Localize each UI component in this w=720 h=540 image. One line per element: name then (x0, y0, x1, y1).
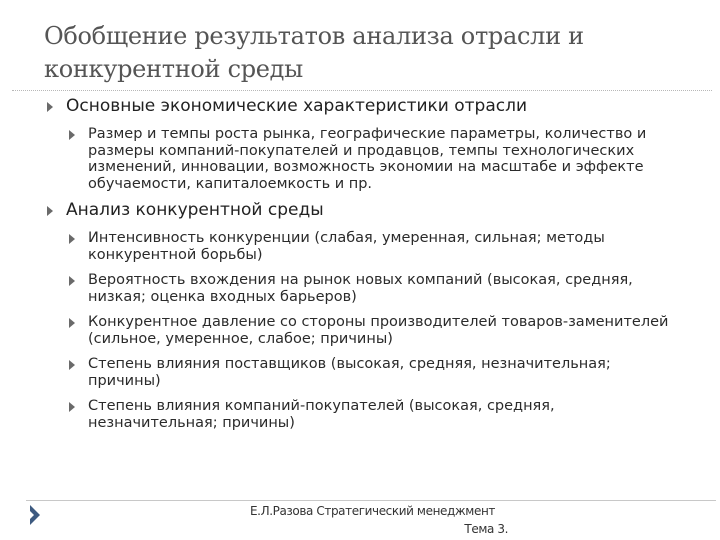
section-heading-economic (0, 96, 720, 117)
list-item (0, 230, 720, 263)
triangle-bullet-icon (69, 318, 75, 328)
footer-author-course: Е.Л.Разова Стратегический менеджмент (250, 504, 495, 518)
triangle-bullet-icon (69, 360, 75, 370)
section-heading-text: Анализ конкурентной среды (66, 200, 324, 220)
list-item-text: Вероятность вхождения на рынок новых компаний (высокая, средняя, низкая; оценка входных барьеров) (88, 272, 633, 305)
footer-topic: Тема 3. (464, 522, 508, 536)
list-item-text: Интенсивность конкуренции (слабая, умеренная, сильная; методы конкурентной борьбы) (88, 230, 605, 263)
triangle-bullet-icon (69, 130, 75, 140)
triangle-bullet-icon (69, 402, 75, 412)
title-divider (12, 90, 712, 91)
list-item (0, 272, 720, 305)
list-item-text: Степень влияния компаний-покупателей (высокая, средняя, незначительная; причины) (88, 398, 555, 431)
slide-title: Обобщение результатов анализа отрасли и конкурентной среды (44, 22, 584, 83)
section-heading-text: Основные экономические характеристики отрасли (66, 96, 528, 116)
slide-body (0, 96, 720, 431)
list-item-text: Степень влияния поставщиков (высокая, средняя, незначительная; причины) (88, 356, 611, 389)
footer (250, 504, 510, 537)
triangle-bullet-icon (47, 102, 53, 112)
section-heading-competition (0, 200, 720, 221)
triangle-bullet-icon (69, 276, 75, 286)
list-item-text: Размер и темпы роста рынка, географические параметры, количество и размеры компаний-покупателей и продавцов, темпы технологических изменений, инновации, возможность экономии на масштабе и эффекте обучаемости, капиталоемкость и пр. (88, 126, 647, 192)
list-item (0, 126, 720, 192)
chevron-logo-icon (28, 504, 44, 526)
list-item (0, 356, 720, 389)
list-item (0, 398, 720, 431)
triangle-bullet-icon (69, 234, 75, 244)
list-item-text: Конкурентное давление со стороны производителей товаров-заменителей (сильное, умеренное, слабое; причины) (88, 314, 669, 347)
footer-divider (26, 500, 716, 501)
list-item (0, 314, 720, 347)
triangle-bullet-icon (47, 206, 53, 216)
